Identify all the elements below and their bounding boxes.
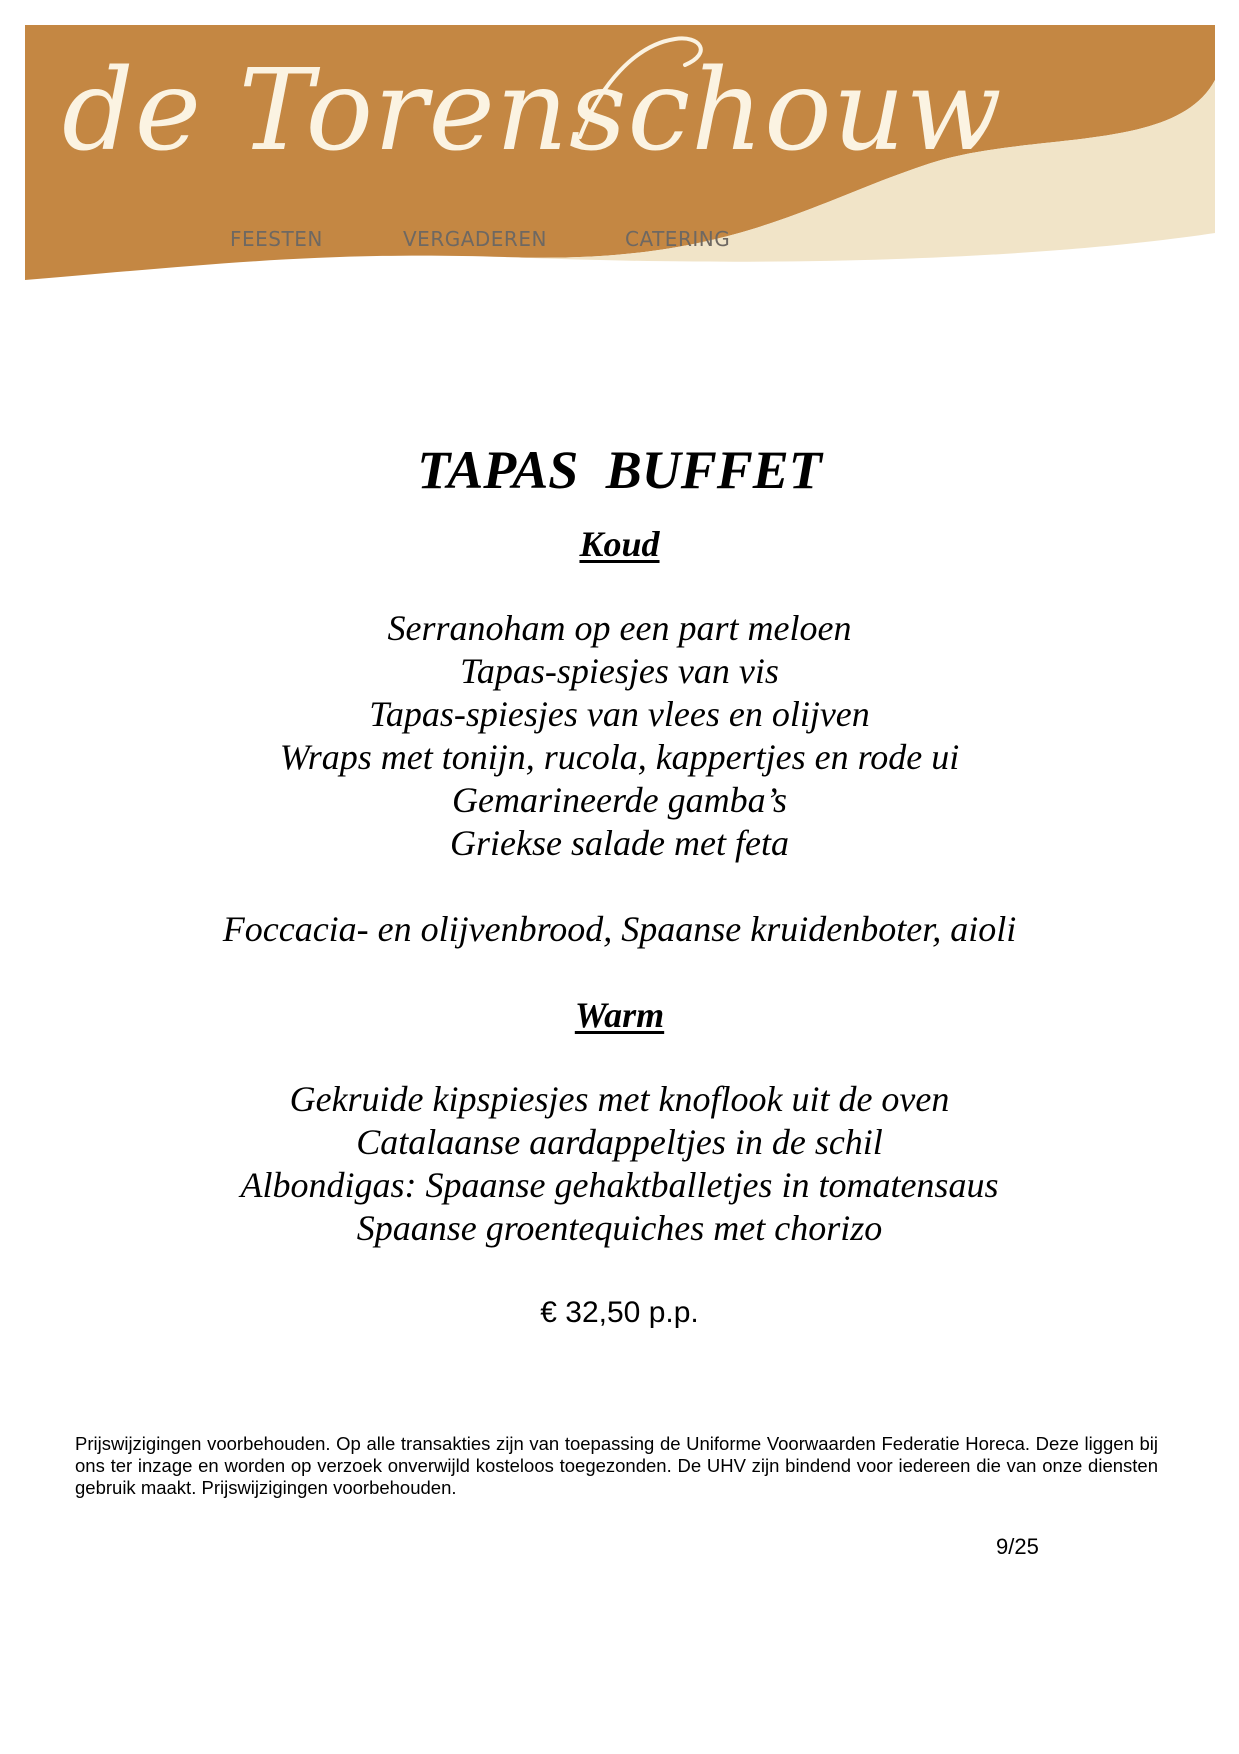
menu-item: Tapas-spiesjes van vis <box>460 651 779 691</box>
menu-item: Serranoham op een part meloen <box>387 608 852 648</box>
service-list <box>25 227 1215 257</box>
menu-item: Griekse salade met feta <box>450 823 789 863</box>
menu-title: TAPAS BUFFET <box>417 440 822 500</box>
menu-item: Albondigas: Spaanse gehaktballetjes in tomatensaus <box>240 1165 999 1205</box>
cold-item-list <box>0 607 1239 865</box>
section-heading-koud: Koud <box>579 524 660 564</box>
brand-logo: de Torenschouw <box>62 46 1003 176</box>
menu-item: Gekruide kipspiesjes met knoflook uit de oven <box>289 1079 950 1119</box>
menu-item: Catalaanse aardappeltjes in de schil <box>356 1122 883 1162</box>
price: € 32,50 p.p. <box>540 1296 699 1329</box>
service-catering: CATERING <box>625 227 731 251</box>
terms-note: Prijswijzigingen voorbehouden. Op alle transakties zijn van toepassing de Uniforme Voorwaarden Federatie Horeca. Deze liggen bij ons ter inzage en worden op verzoek onverwijld kosteloos toegezonden. De UHV zijn bindend voor iedereen die van onze diensten gebruik maakt. Prijswijzigingen voorbehouden. <box>75 1433 1158 1498</box>
menu-item: Spaanse groentequiches met chorizo <box>356 1208 883 1248</box>
menu <box>0 440 1239 1333</box>
service-vergaderen: VERGADEREN <box>403 227 547 251</box>
menu-item: Tapas-spiesjes van vlees en olijven <box>369 694 870 734</box>
menu-item: Wraps met tonijn, rucola, kappertjes en rode ui <box>279 737 960 777</box>
bread-line: Foccacia- en olijvenbrood, Spaanse kruidenboter, aioli <box>222 909 1017 949</box>
brand-banner <box>25 25 1215 280</box>
page-number: 9/25 <box>996 1534 1039 1559</box>
section-heading-warm: Warm <box>574 995 665 1035</box>
menu-item: Gemarineerde gamba’s <box>452 780 787 820</box>
service-feesten: FEESTEN <box>230 227 323 251</box>
warm-item-list <box>0 1078 1239 1250</box>
